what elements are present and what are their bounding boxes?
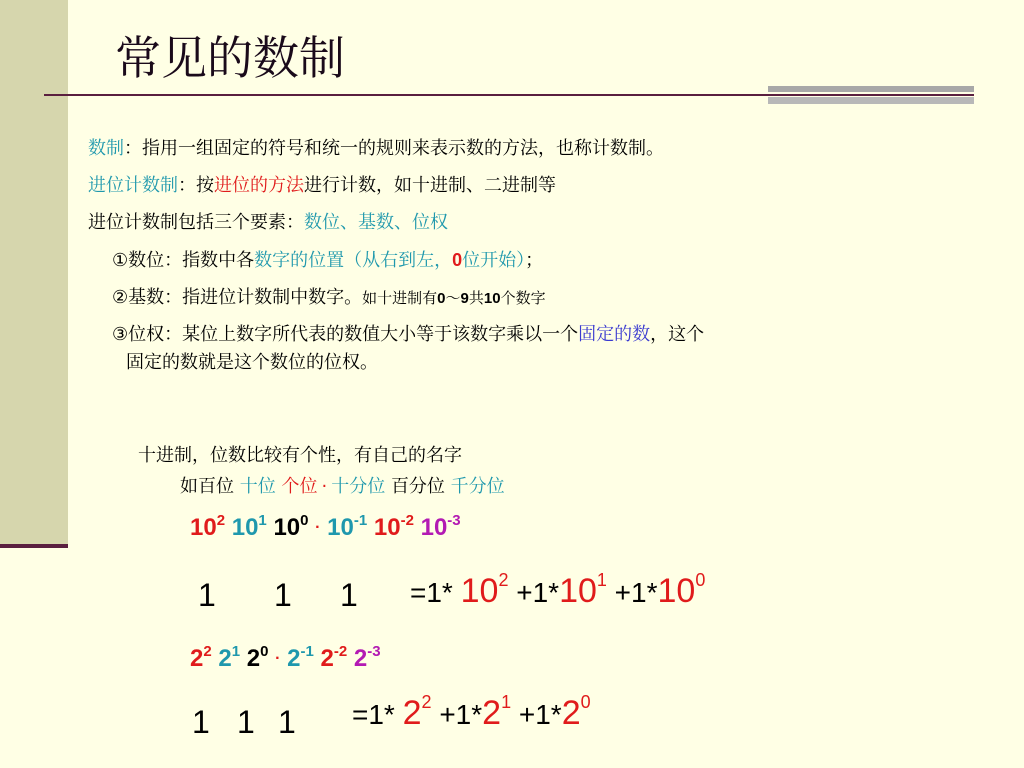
power-term: $2^{-3}$ [353,643,381,672]
item-highlight: 固定的数 [578,324,651,345]
item-text: ③位权：某位上数字所代表的数值大小等于该数字乘以一个 [112,324,579,345]
item-highlight: 数字的位置（从右到左， [254,250,453,271]
power-term: $2^{-2}$ [320,643,348,672]
item-text: ②基数：指进位计数制中数字。 [112,287,363,308]
place-name: 个位 [281,476,318,497]
term-shuzhi: 数制 [88,138,124,159]
place-name: 百分位 [390,476,451,497]
power-term: $10^0$ [273,512,309,541]
decimal-digit: 1 [198,577,216,613]
item-text: ①数位：指数中各 [112,250,255,271]
power-term: $2^2$ [190,643,212,672]
place-name: 如百位 [180,476,240,497]
item-text: 共 [468,289,484,307]
decimal-digit: 1 [340,577,358,613]
highlight-method: 进位的方法 [214,175,304,196]
decimal-point: · [275,650,281,667]
item-text: 如十进制有 [362,289,438,307]
element-item-3 [112,322,704,348]
item-text: ，这个 [650,324,705,345]
power-term: $10^2$ [190,512,226,541]
place-name: 千分位 [450,476,505,497]
power-term: $10^{-2}$ [373,512,414,541]
definition-line-3 [88,210,448,236]
definition-line-2 [88,173,556,199]
power-term: $10^{-1}$ [327,512,368,541]
term-jinwei: 进位计数制 [88,175,178,196]
power-term: $10^1$ [231,512,267,541]
decimal-point: · [315,519,321,536]
item-number: 10 [483,290,501,307]
power-term: $2^{-1}$ [287,643,314,672]
element-item-3-continued: 固定的数就是这个数位的位权。 [126,352,378,373]
title-decor-bar [768,86,974,92]
definition-text: 进行计数，如十进制、二进制等 [304,175,556,196]
decimal-powers-row [190,514,461,542]
title-decor-bar [768,97,974,104]
slide-title: 常见的数制 [115,31,345,85]
item-text: 个数字 [500,289,546,307]
decimal-intro: 十进制，位数比较有个性，有自己的名字 [138,445,462,466]
three-elements: 数位、基数、位权 [304,212,448,233]
power-term: $2^0$ [246,643,269,672]
title-underline [44,94,974,96]
binary-digit: 1 [192,704,210,740]
place-name: 十分位 [331,476,391,497]
binary-powers-row [190,645,381,673]
item-highlight: 位开始） [462,250,526,271]
element-item-2 [112,285,546,312]
item-text: ； [525,250,544,271]
binary-digit: 1 [278,704,296,740]
power-term: $2^1$ [218,643,241,672]
definition-text: ：指用一组固定的符号和统一的规则来表示数的方法，也称计数制。 [124,138,664,159]
binary-expansion: =1* $2^2 +1*2^1 +1*2^0$ [352,692,591,732]
definition-line-1 [88,136,664,162]
item-number: 0 [437,290,446,307]
decimal-place-names [180,474,505,500]
decimal-point: · [321,476,328,497]
left-sidebar-band [0,0,68,546]
definition-text: 进位计数制包括三个要素： [88,212,304,233]
decimal-digit: 1 [274,577,292,613]
place-name: 十位 [239,476,282,497]
sidebar-divider [0,544,68,548]
item-number: 9 [460,290,469,307]
decimal-expansion: =1* $10^2 +1*10^1 +1*10^0$ [410,570,706,610]
item-text: ～ [445,289,461,307]
element-item-1 [112,247,543,274]
power-term: $10^{-3}$ [420,512,461,541]
binary-digit: 1 [237,704,255,740]
item-zero: 0 [452,250,463,270]
definition-text: ：按 [178,175,214,196]
